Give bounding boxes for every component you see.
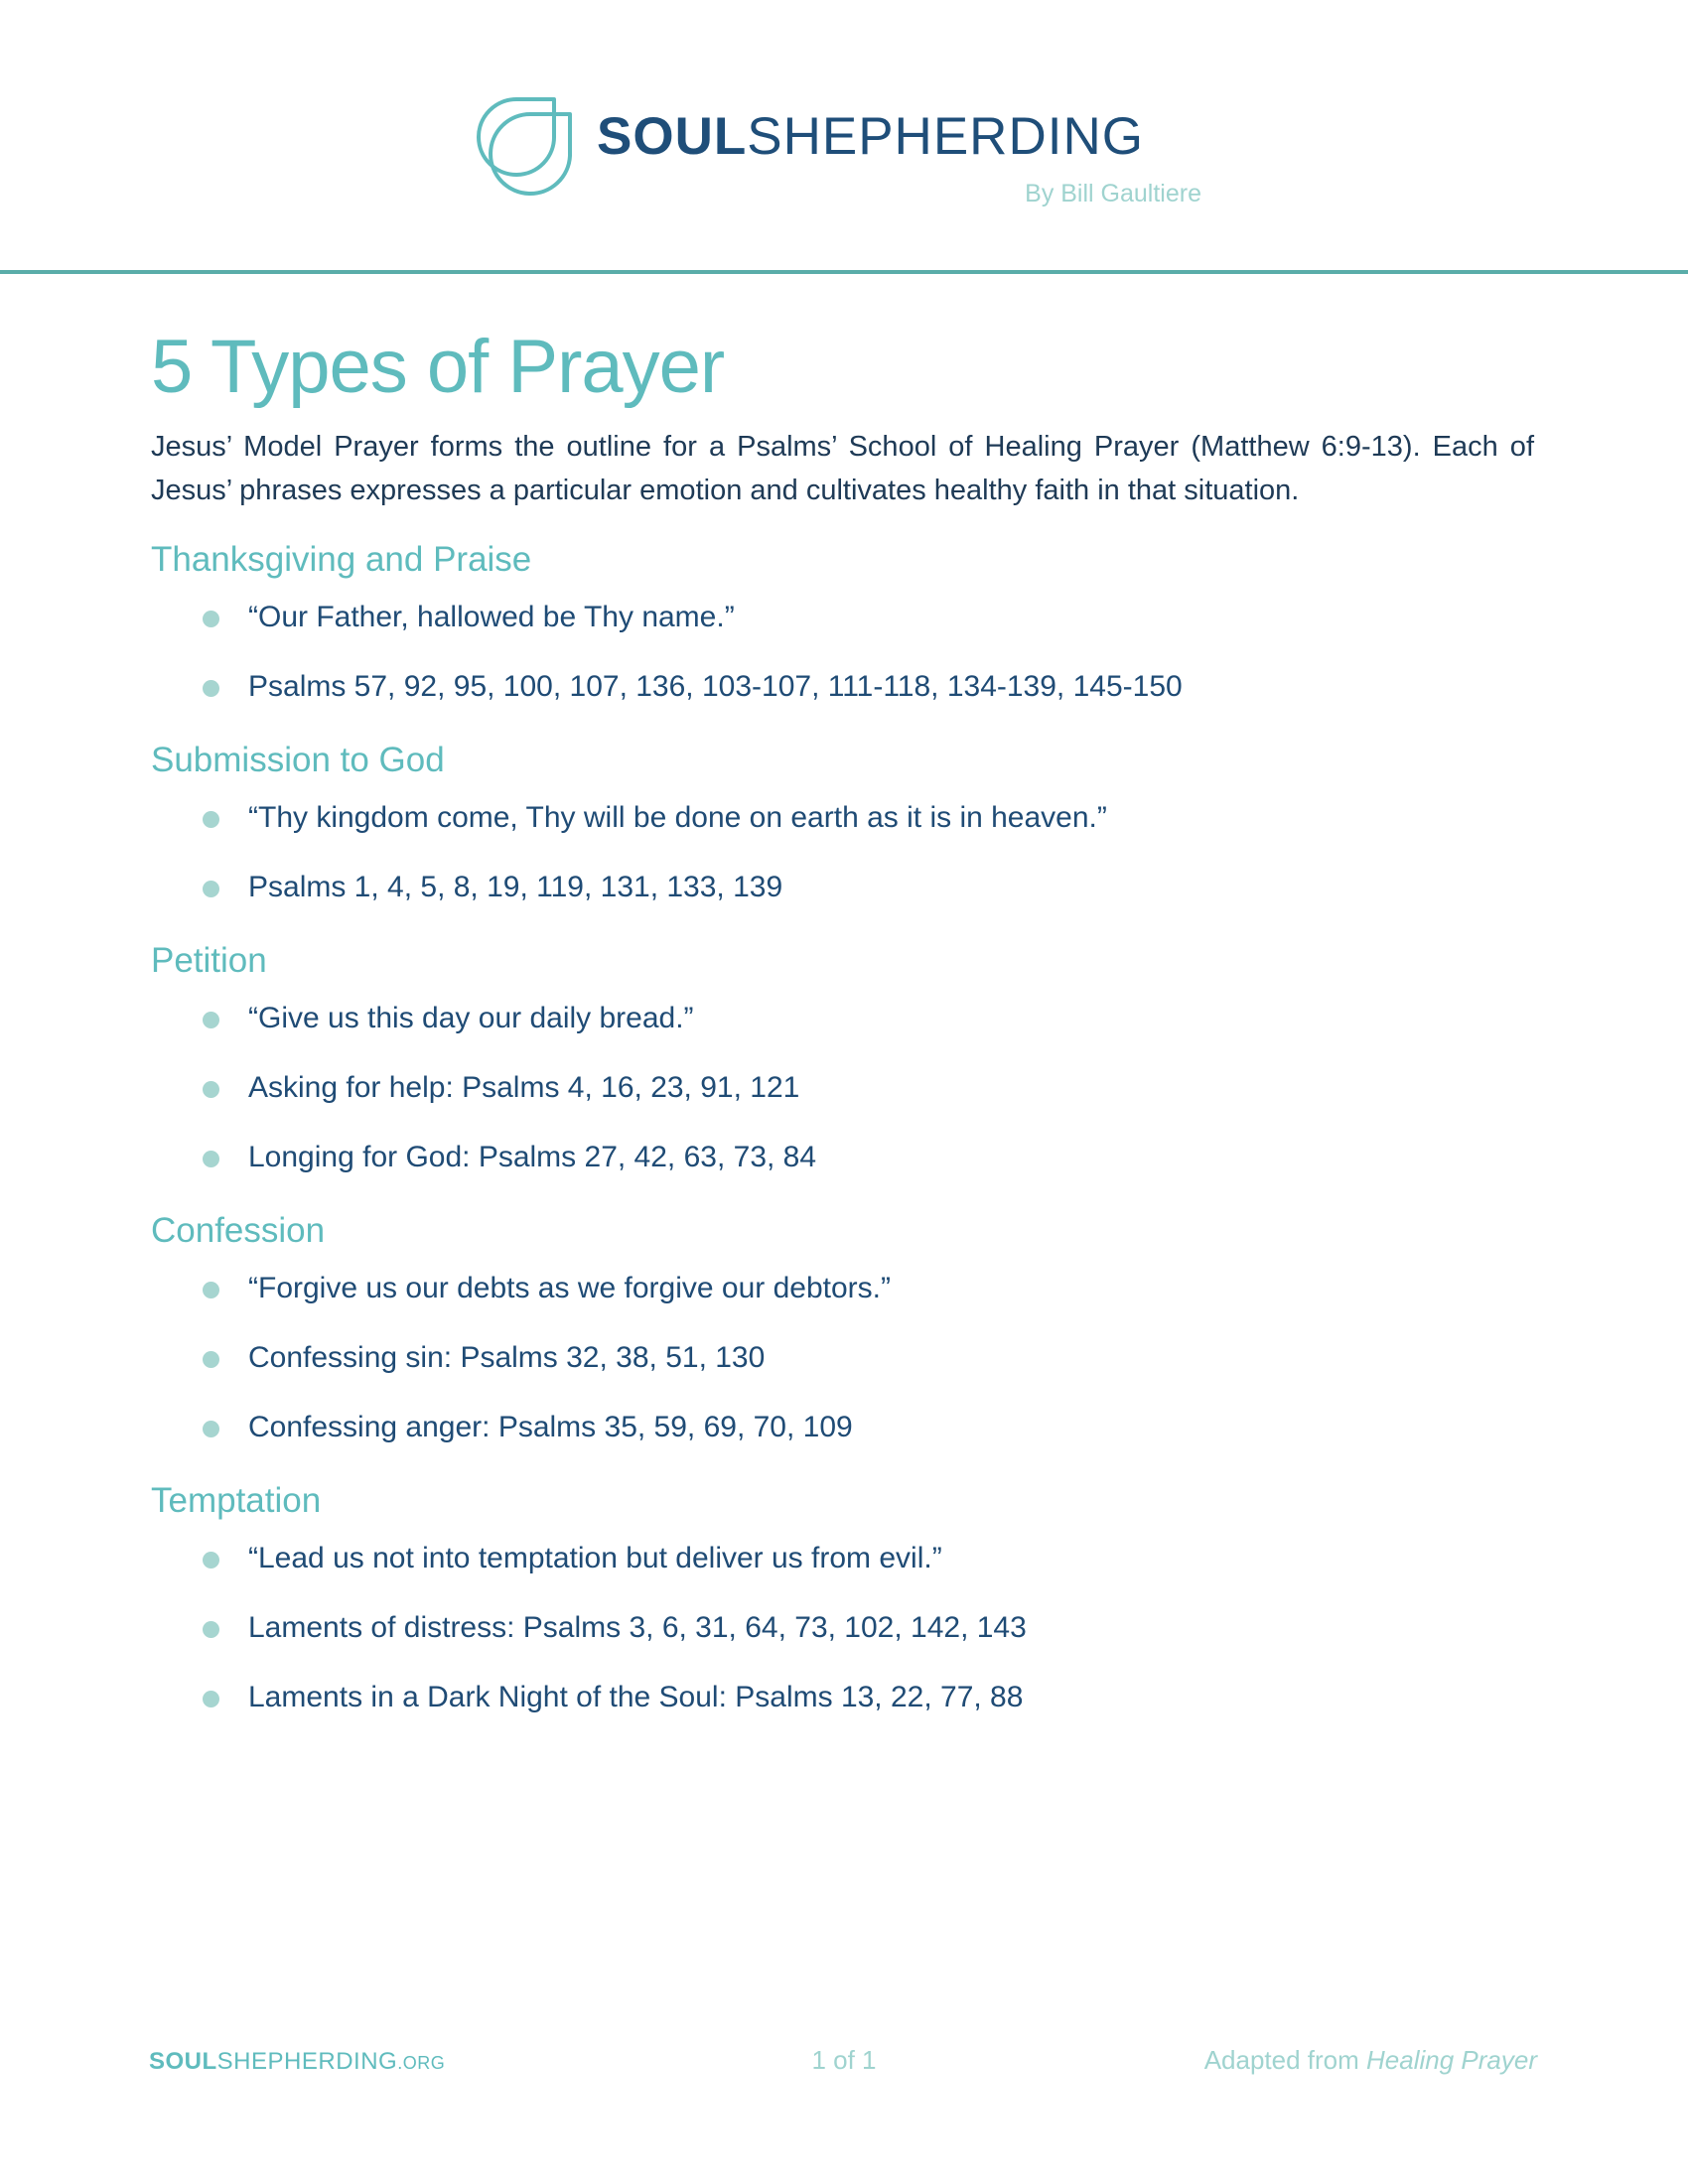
byline: By Bill Gaultiere (1025, 180, 1201, 207)
prayer-section (151, 536, 1537, 707)
bullet-dot-icon (203, 1691, 219, 1707)
bullet-dot-icon (203, 680, 219, 697)
bullet-dot-icon (203, 811, 219, 828)
list-item-text: Psalms 1, 4, 5, 8, 19, 119, 131, 133, 139 (248, 871, 783, 903)
list-item-text: Laments of distress: Psalms 3, 6, 31, 64, 73, 102, 142, 143 (248, 1611, 1027, 1644)
bullet-dot-icon (203, 611, 219, 627)
bullet-list (151, 1539, 1537, 1717)
bullet-dot-icon (203, 1421, 219, 1437)
logo-wordmark (597, 107, 1144, 167)
intro-paragraph: Jesus’ Model Prayer forms the outline for a Psalms’ School of Healing Prayer (Matthew 6:9-13). Each of Jesus’ phrases expresses a particular emotion and cultivates healthy faith in that situation. (151, 431, 1534, 506)
list-item-text: “Forgive us our debts as we forgive our debtors.” (248, 1272, 891, 1304)
bullet-dot-icon (203, 881, 219, 897)
list-item-text: Confessing sin: Psalms 32, 38, 51, 130 (248, 1341, 766, 1374)
bullet-list (151, 598, 1537, 707)
list-item-text: “Our Father, hallowed be Thy name.” (248, 601, 735, 633)
list-item (151, 868, 1537, 907)
list-item (151, 999, 1537, 1038)
prayer-section (151, 737, 1537, 907)
prayer-section (151, 1207, 1537, 1447)
logo-drop-front (491, 114, 570, 194)
list-item-text: “Give us this day our daily bread.” (248, 1002, 694, 1034)
logo-wordmark-bold: SOUL (597, 107, 748, 166)
bullet-dot-icon (203, 1081, 219, 1098)
list-item (151, 1338, 1537, 1378)
list-item-text: “Thy kingdom come, Thy will be done on earth as it is in heaven.” (248, 801, 1107, 834)
list-item-text: Confessing anger: Psalms 35, 59, 69, 70, 109 (248, 1411, 853, 1443)
list-item (151, 1138, 1537, 1177)
footer-site-bold: SOUL (149, 2048, 217, 2075)
list-item (151, 1408, 1537, 1447)
bullet-list (151, 999, 1537, 1177)
bullet-dot-icon (203, 1351, 219, 1368)
list-item-text: Laments in a Dark Night of the Soul: Psalms 13, 22, 77, 88 (248, 1681, 1024, 1713)
bullet-dot-icon (203, 1552, 219, 1569)
logo-wordmark-light: SHEPHERDING (747, 107, 1144, 166)
list-item (151, 598, 1537, 637)
section-heading: Thanksgiving and Praise (151, 540, 532, 579)
footer-credit-title: Healing Prayer (1366, 2045, 1537, 2075)
list-item-text: Psalms 57, 92, 95, 100, 107, 136, 103-107, 111-118, 134-139, 145-150 (248, 670, 1183, 703)
bullet-dot-icon (203, 1012, 219, 1028)
footer-credit-prefix: Adapted from (1203, 2045, 1359, 2075)
bullet-dot-icon (203, 1151, 219, 1167)
list-item (151, 1539, 1537, 1578)
list-item-text: Asking for help: Psalms 4, 16, 23, 91, 121 (248, 1071, 800, 1104)
main-content (151, 318, 1537, 1717)
footer-credit (1092, 2045, 1537, 2076)
list-item (151, 1068, 1537, 1108)
list-item-text: “Lead us not into temptation but deliver us from evil.” (248, 1542, 942, 1574)
list-item (151, 1678, 1537, 1717)
footer-site-link[interactable] (149, 2048, 445, 2076)
list-item (151, 798, 1537, 838)
section-heading: Submission to God (151, 741, 445, 779)
list-item-text: Longing for God: Psalms 27, 42, 63, 73, 84 (248, 1141, 817, 1173)
section-heading: Temptation (151, 1481, 322, 1520)
page-indicator: 1 of 1 (811, 2045, 877, 2075)
header-divider (0, 270, 1688, 274)
bullet-list (151, 798, 1537, 907)
bullet-list (151, 1269, 1537, 1447)
bullet-dot-icon (203, 1282, 219, 1298)
logo-icon (475, 96, 578, 200)
bullet-dot-icon (203, 1621, 219, 1638)
section-heading: Confession (151, 1211, 326, 1250)
sections-container (151, 536, 1537, 1717)
footer-site-light: SHEPHERDING (216, 2048, 398, 2075)
list-item (151, 1269, 1537, 1308)
list-item (151, 667, 1537, 707)
list-item (151, 1608, 1537, 1648)
prayer-section (151, 1477, 1537, 1717)
section-heading: Petition (151, 941, 267, 980)
footer-site-tld: .ORG (397, 2053, 446, 2073)
page-header (0, 0, 1688, 270)
prayer-section (151, 937, 1537, 1177)
page-title: 5 Types of Prayer (151, 325, 725, 409)
